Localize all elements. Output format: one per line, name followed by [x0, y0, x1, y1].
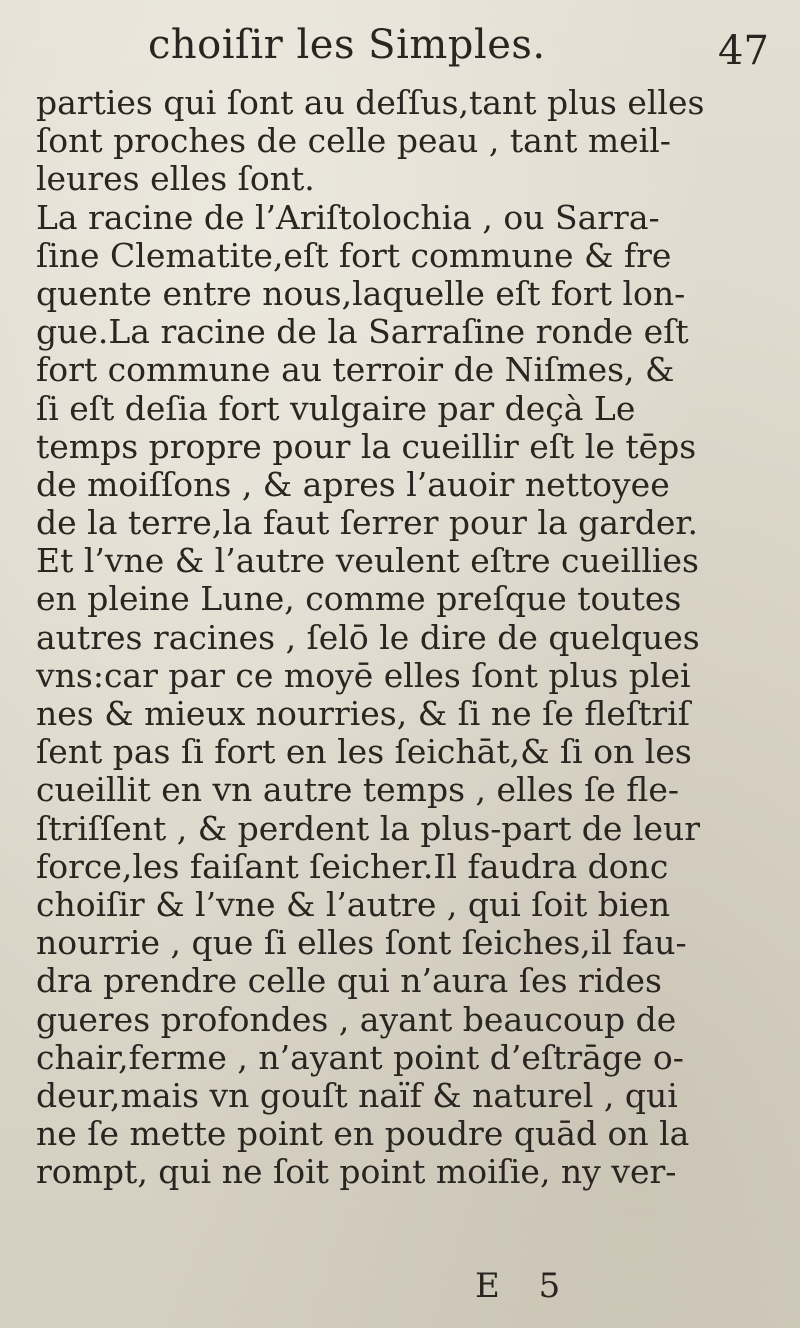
text-line: en pleine Lune, comme preſque toutes	[36, 579, 682, 619]
text-line: de la terre,la faut ſerrer pour la garder.	[36, 503, 699, 543]
text-line: parties qui ſont au deſſus,tant plus elles	[36, 83, 705, 122]
running-title: choiſir les Simples.	[148, 22, 546, 68]
signature-row	[0, 1266, 800, 1314]
text-line: autres racines , ſelō le dire de quelques	[36, 617, 700, 657]
text-line: chair,ferme , n’ayant point d’eſtrāge o-	[36, 1037, 684, 1077]
text-line: vns:car par ce moyē elles ſont plus plei	[36, 655, 691, 695]
text-line: de moiſſons , & apres l’auoir nettoyee	[36, 464, 670, 504]
body-text	[36, 84, 766, 1191]
running-head	[0, 14, 800, 76]
text-line: ne ſe mette point en poudre quād on la	[36, 1114, 690, 1154]
text-line: leures elles ſont.	[36, 159, 315, 199]
text-line: Et l’vne & l’autre veulent eſtre cueillies	[36, 541, 699, 581]
text-line: nes & mieux nourries, & ſi ne ſe fleſtriſ	[36, 694, 690, 733]
text-line: ſent pas ſi fort en les ſeichāt,& ſi on les	[36, 732, 692, 772]
text-line: ſtriſſent , & perdent la plus-part de leur	[36, 808, 701, 848]
text-line: gueres profondes , ayant beaucoup de	[36, 999, 677, 1039]
text-line: deur,mais vn gouſt naïf & naturel , qui	[36, 1075, 678, 1115]
signature-mark: E 5	[475, 1266, 575, 1306]
text-line: force,les faiſant ſeicher.Il faudra donc	[36, 846, 669, 886]
text-line: ſine Clematite,eſt fort commune & fre	[36, 235, 672, 275]
text-line: choiſir & l’vne & l’autre , qui ſoit bien	[36, 884, 671, 924]
text-line: ſi eſt deſia fort vulgaire par deçà Le	[36, 388, 636, 428]
text-line: cueillit en vn autre temps , elles ſe fle-	[36, 770, 680, 810]
text-line: ſont proches de celle peau , tant meil-	[36, 121, 671, 161]
text-line: temps propre pour la cueillir eſt le tēps	[36, 426, 697, 466]
text-line: rompt, qui ne ſoit point moiſie, ny ver-	[36, 1152, 677, 1192]
text-line: fort commune au terroir de Niſmes, &	[36, 350, 675, 390]
text-line: gue.La racine de la Sarraſine ronde eſt	[36, 312, 689, 352]
page-number: 47	[718, 28, 769, 74]
text-line: quente entre nous,laquelle eſt fort lon-	[36, 273, 686, 313]
text-line: La racine de l’Ariſtolochia , ou Sarra-	[36, 197, 660, 237]
text-line: dra prendre celle qui n’aura ſes rides	[36, 961, 662, 1001]
text-line: nourrie , que ſi elles ſont ſeiches,il fau-	[36, 923, 687, 963]
